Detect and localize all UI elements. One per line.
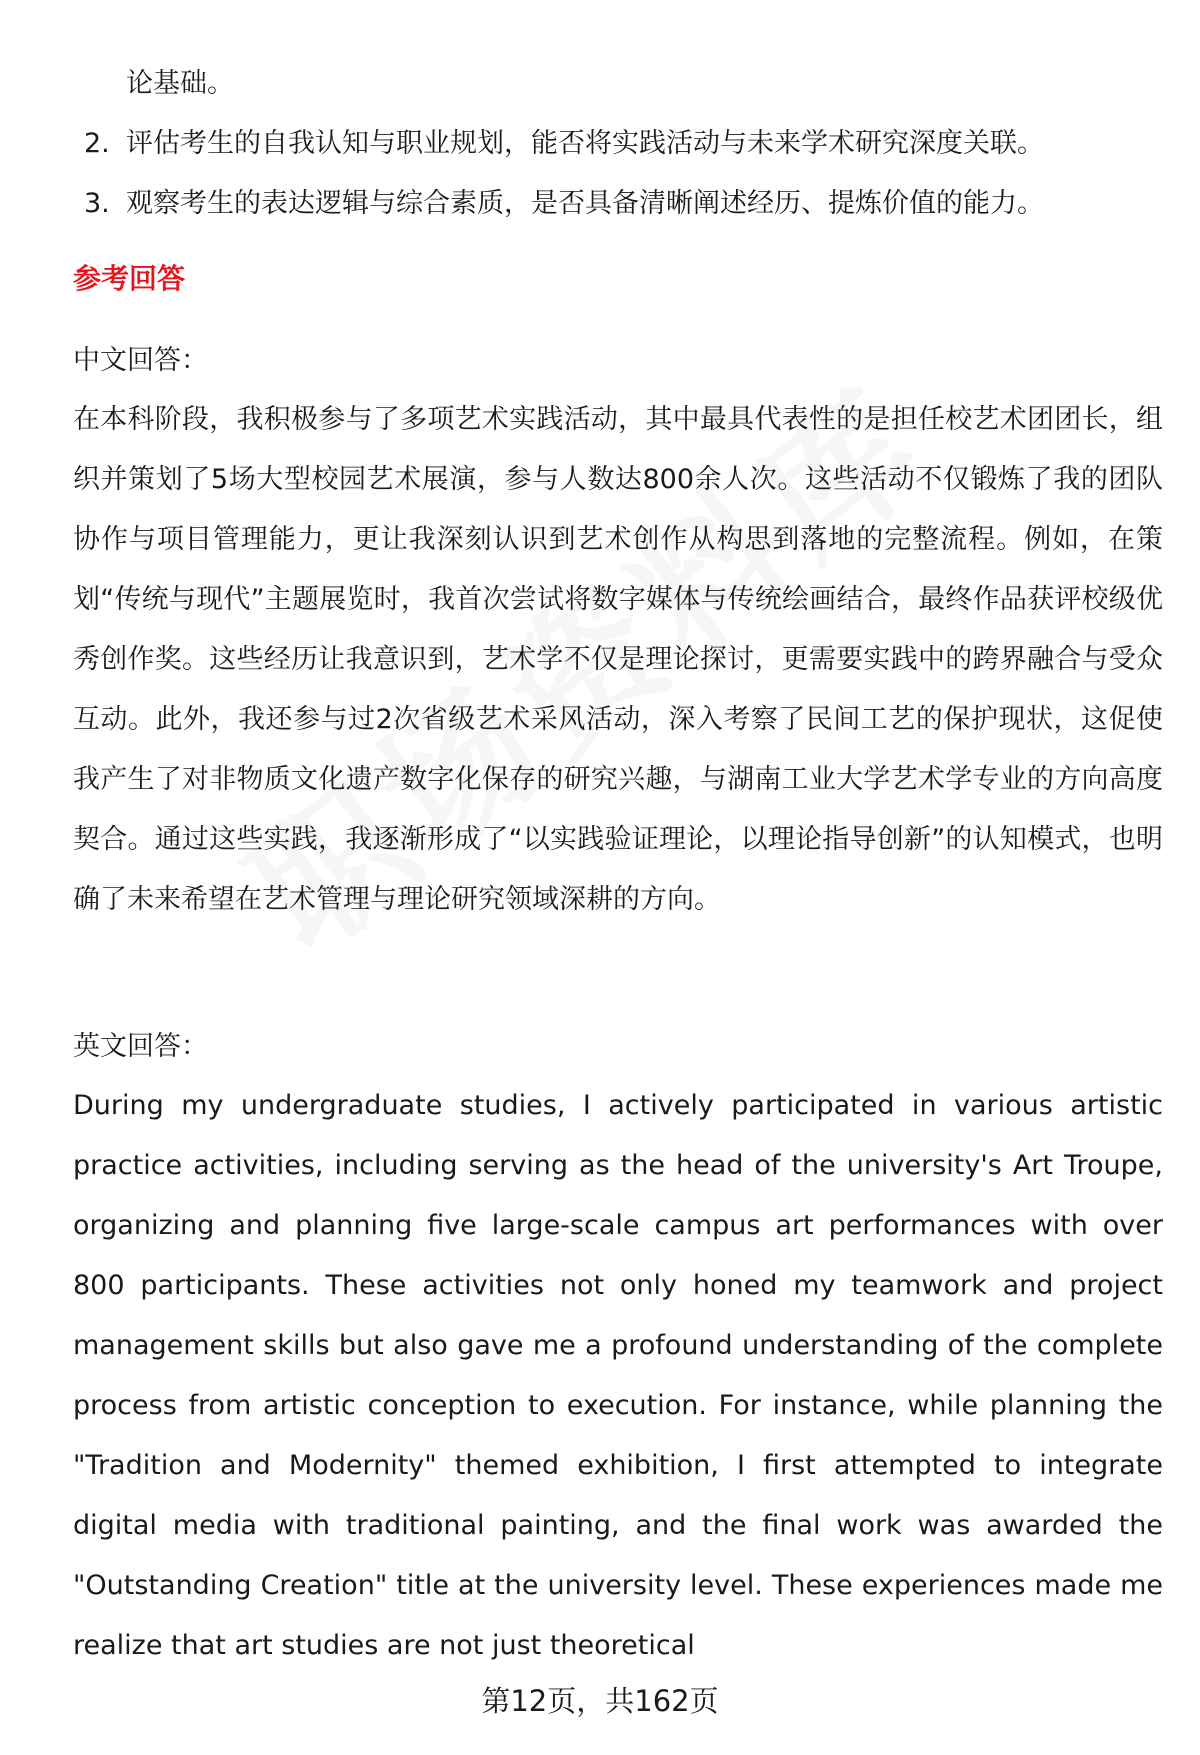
- list-item-number: 3.: [84, 188, 110, 219]
- list-item: [72, 114, 1162, 174]
- evaluation-points-list: [72, 114, 1162, 234]
- english-answer-paragraph: During my undergraduate studies, I actively participated in various artistic practice activities, including serving as the head of the university's Art Troupe, organizing and planning five large-scale campus art performances with over 800 participants. These activities not only honed my teamwork and project management skills but also gave me a profound understanding of the complete process from artistic conception to execution. For instance, while planning the "Tradition and Modernity" themed exhibition, I first attempted to integrate digital media with traditional painting, and the final work was awarded the "Outstanding Creation" title at the university level. These experiences made me realize that art studies are not just theoretical: [73, 1090, 1163, 1661]
- list-item-continuation: 论基础。: [126, 68, 234, 99]
- list-item-text: 评估考生的自我认知与职业规划，能否将实践活动与未来学术研究深度关联。: [126, 128, 1044, 159]
- chinese-answer-label: 中文回答：: [73, 345, 208, 376]
- chinese-answer-paragraph: 在本科阶段，我积极参与了多项艺术实践活动，其中最具代表性的是担任校艺术团团长，组织并策划了5场大型校园艺术展演，参与人数达800余人次。这些活动不仅锻炼了我的团队协作与项目管理能力，更让我深刻认识到艺术创作从构思到落地的完整流程。例如，在策划“传统与现代”主题展览时，我首次尝试将数字媒体与传统绘画结合，最终作品获评校级优秀创作奖。这些经历让我意识到，艺术学不仅是理论探讨，更需要实践中的跨界融合与受众互动。此外，我还参与过2次省级艺术采风活动，深入考察了民间工艺的保护现状，这促使我产生了对非物质文化遗产数字化保存的研究兴趣，与湖南工业大学艺术学专业的方向高度契合。通过这些实践，我逐渐形成了“以实践验证理论，以理论指导创新”的认知模式，也明确了未来希望在艺术管理与理论研究领域深耕的方向。: [73, 404, 1163, 915]
- reference-answer-heading: 参考回答: [73, 262, 186, 295]
- list-item: [72, 174, 1162, 234]
- list-item-number: 2.: [84, 128, 110, 159]
- list-item-text: 观察考生的表达逻辑与综合素质，是否具备清晰阐述经历、提炼价值的能力。: [126, 188, 1044, 219]
- english-answer-label: 英文回答：: [73, 1031, 208, 1062]
- page-number-footer: 第12页，共162页: [481, 1684, 719, 1718]
